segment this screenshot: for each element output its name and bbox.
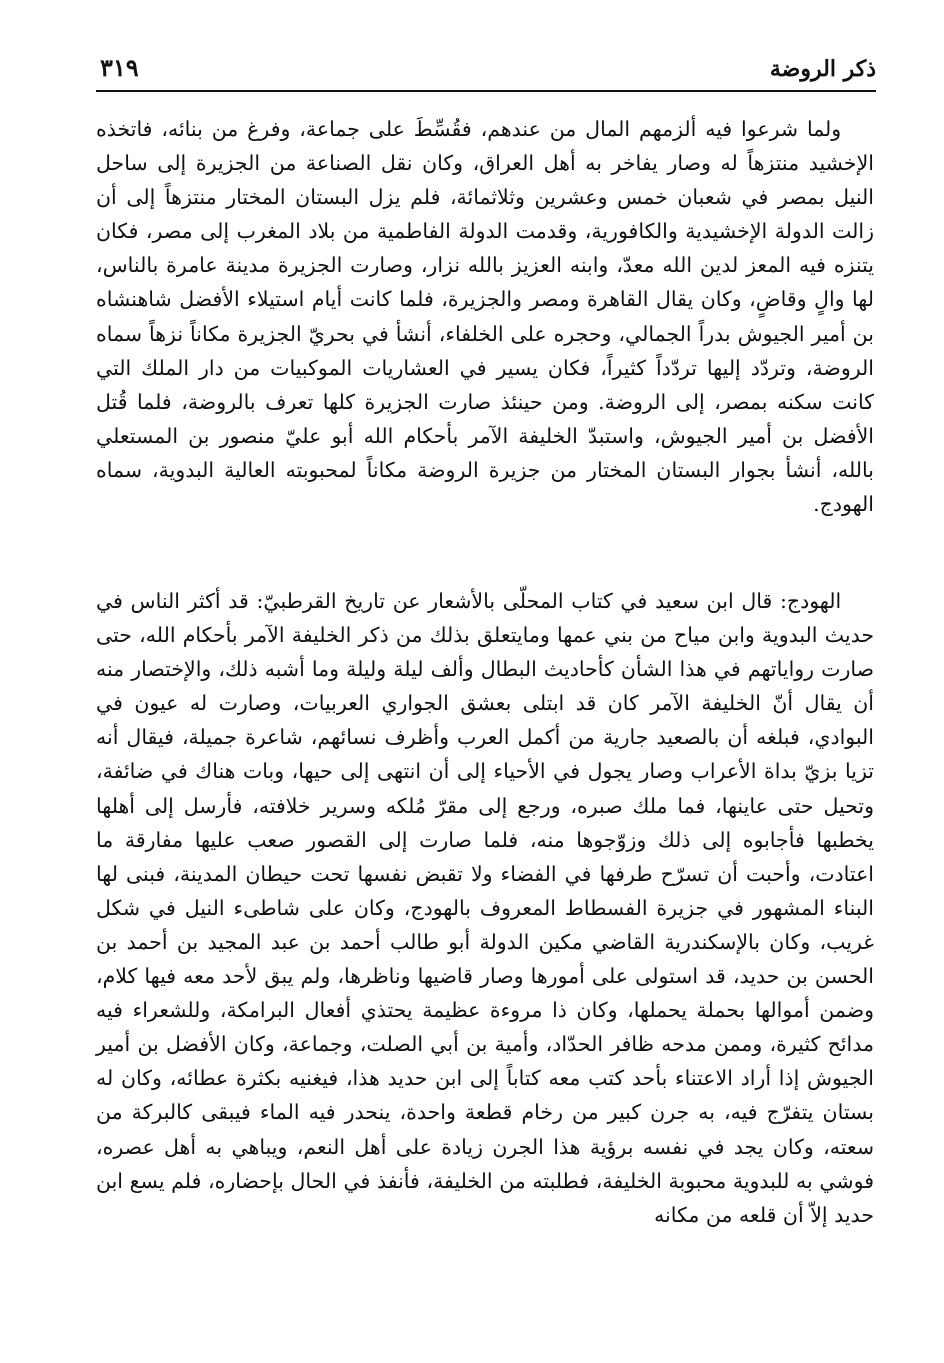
paragraph-block-1: [96, 112, 874, 521]
running-title: ذكر الروضة: [769, 56, 876, 82]
paragraph-rawda: ولما شرعوا فيه ألزمهم المال من عندهم، فقُسِّطَ على جماعة، وفرغ من بنائه، فاتخذه الإخشيد منتزهاً له وصار يفاخر به أهل العراق، وكان نقل الصناعة من الجزيرة إلى ساحل النيل بمصر في شعبان خمس وعشرين وثلاثمائة، فلم يزل البستان المختار منتزهاً إلى أن زالت الدولة الإخشيدية والكافورية، وقدمت الدولة الفاطمية من بلاد المغرب إلى مصر، فكان يتنزه فيه المعز لدين الله معدّ، وابنه العزيز بالله نزار، وصارت الجزيرة مدينة عامرة بالناس، لها والٍ وقاضٍ، وكان يقال القاهرة ومصر والجزيرة، فلما كانت أيام استيلاء الأفضل شاهنشاه بن أمير الجيوش بدراً الجمالي، وحجره على الخلفاء، أنشأ في بحريّ الجزيرة مكاناً نزهاً سماه الروضة، وتردّد إليها تردّداً كثيراً، فكان يسير في العشاريات الموكبيات من دار الملك التي كانت سكنه بمصر، إلى الروضة. ومن حينئذ صارت الجزيرة كلها تعرف بالروضة، فلما قُتل الأفضل بن أمير الجيوش، واستبدّ الخليفة الآمر بأحكام الله أبو عليّ منصور بن المستعلي بالله، أنشأ بجوار البستان المختار من جزيرة الروضة مكاناً لمحبوبته العالية البدوية، سماه الهودج.: [96, 117, 874, 517]
paragraph-block-2: [96, 584, 874, 1232]
page-number: ٣١٩: [100, 53, 139, 82]
running-header: [96, 40, 876, 92]
paragraph-hawdaj: الهودج: قال ابن سعيد في كتاب المحلّى بالأشعار عن تاريخ القرطبيّ: قد أكثر الناس في حديث البدوية وابن مياح من بني عمها ومايتعلق بذلك من ذكر الخليفة الآمر بأحكام الله، حتى صارت رواياتهم في هذا الشأن كأحاديث البطال وألف ليلة وليلة وما أشبه ذلك، والإختصار منه أن يقال أنّ الخليفة الآمر كان قد ابتلى بعشق الجواري العربيات، وصارت له عيون في البوادي، فبلغه أن بالصعيد جارية من أكمل العرب وأظرف نسائهم، شاعرة جميلة، فيقال أنه تزيا بزيّ بداة الأعراب وصار يجول في الأحياء إلى أن انتهى إلى حيها، وبات هناك في ضائفة، وتحيل حتى عاينها، فما ملك صبره، ورجع إلى مقرّ مُلكه وسرير خلافته، فأرسل إلى أهلها يخطبها فأجابوه إلى ذلك وزوّجوها منه، فلما صارت إلى القصور صعب عليها مفارقة ما اعتادت، وأحبت أن تسرّح طرفها في الفضاء ولا تقبض نفسها تحت حيطان المدينة، فبنى لها البناء المشهور في جزيرة الفسطاط المعروف بالهودج، وكان على شاطىء النيل في شكل غريب، وكان بالإسكندرية القاضي مكين الدولة أبو طالب أحمد بن عبد المجيد بن أحمد بن الحسن بن حديد، قد استولى على أمورها وصار قاضيها وناظرها، ولم يبق لأحد معه فيها كلام، وضمن أموالها بحملة يحملها، وكان ذا مروءة عظيمة يحتذي أفعال البرامكة، وللشعراء فيه مدائح كثيرة، وممن مدحه ظافر الحدّاد، وأمية بن أبي الصلت، وجماعة، وكان الأفضل بن أمير الجيوش إذا أراد الاعتناء بأحد كتب معه كتاباً إلى ابن حديد هذا، فيغنيه بكثرة عطائه، وكان له بستان يتفرّج فيه، به جرن كبير من رخام قطعة واحدة، ينحدر فيه الماء فيبقى كالبركة من سعته، وكان يجد في نفسه برؤية هذا الجرن زيادة على أهل النعم، ويباهي به أهل عصره، فوشي به للبدوية محبوبة الخليفة، فطلبته من الخليفة، فأنفذ في الحال بإحضاره، فلم يسع ابن حديد إلاّ أن قلعه من مكانه: [96, 589, 875, 1227]
